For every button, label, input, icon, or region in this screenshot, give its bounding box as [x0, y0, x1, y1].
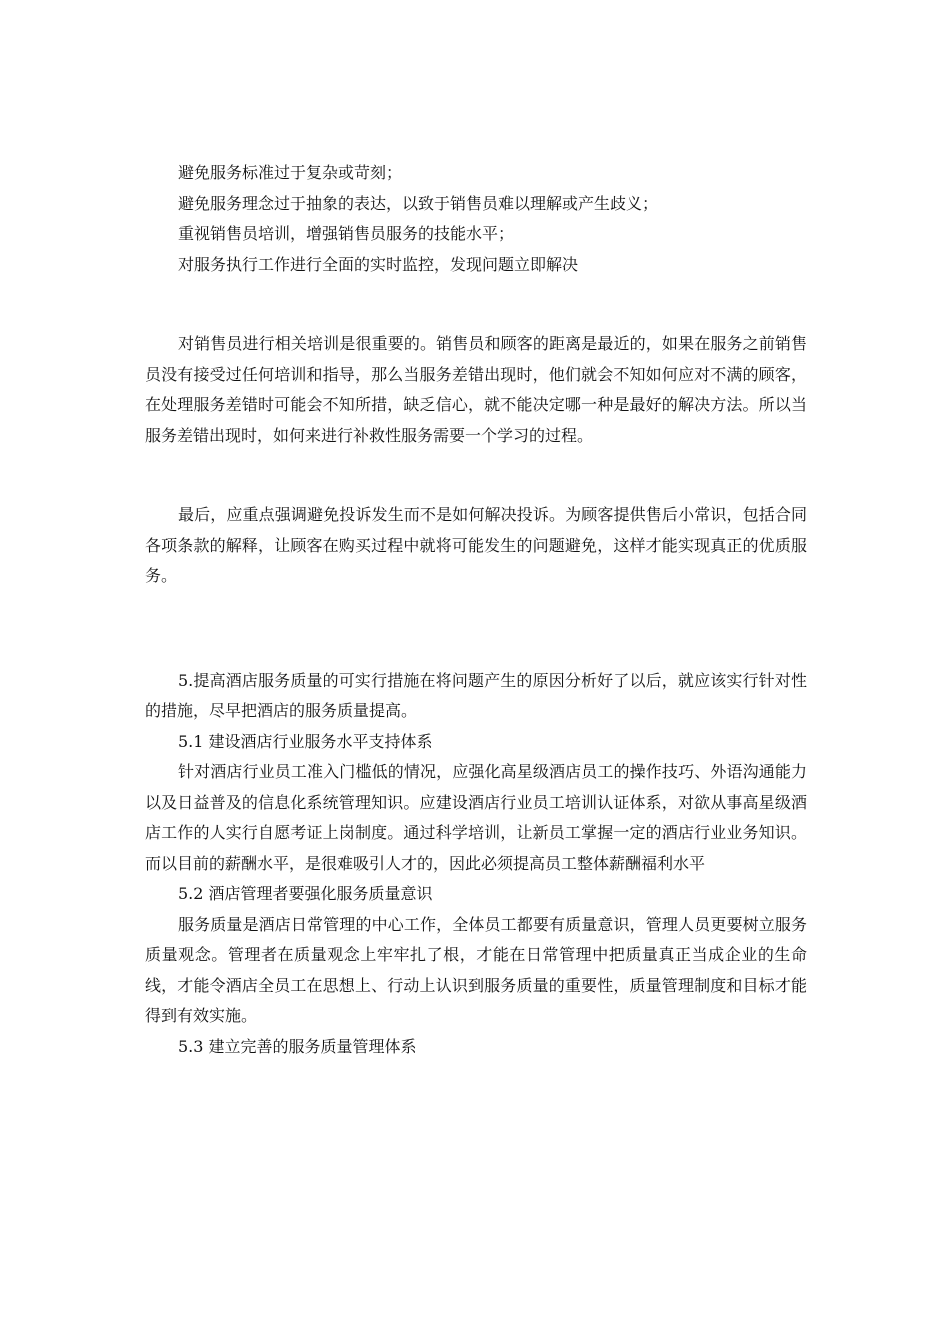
list-item: 对服务执行工作进行全面的实时监控，发现问题立即解决	[178, 254, 579, 274]
document-page	[145, 158, 807, 1062]
paragraph-complaints: 最后，应重点强调避免投诉发生而不是如何解决投诉。为顾客提供售后小常识，包括合同各项条款的解释，让顾客在购买过程中就将可能发生的问题避免，这样才能实现真正的优质服务。	[145, 505, 807, 585]
paragraph-5-1: 针对酒店行业员工准入门槛低的情况，应强化高星级酒店员工的操作技巧、外语沟通能力以及日益普及的信息化系统管理知识。应建设酒店行业员工培训认证体系，对欲从事高星级酒店工作的人实行自愿考证上岗制度。通过科学培训，让新员工掌握一定的酒店行业业务知识。而以目前的薪酬水平，是很难吸引人才的，因此必须提高员工整体薪酬福利水平	[145, 762, 807, 873]
spacer	[145, 451, 807, 500]
heading-5-3: 5.3 建立完善的服务质量管理体系	[178, 1036, 417, 1056]
list-item: 避免服务标准过于复杂或苛刻；	[178, 163, 403, 182]
paragraph-5-2: 服务质量是酒店日常管理的中心工作，全体员工都要有质量意识，管理人员更要树立服务质量观念。管理者在质量观念上牢牢扎了根，才能在日常管理中把质量真正当成企业的生命线，才能令酒店全员工在思想上、行动上认识到服务质量的重要性，质量管理制度和目标才能得到有效实施。	[145, 914, 807, 1025]
heading-5-1: 5.1 建设酒店行业服务水平支持体系	[178, 731, 433, 751]
list-item: 重视销售员培训，增强销售员服务的技能水平；	[178, 224, 515, 243]
spacer	[145, 592, 807, 666]
list-item: 避免服务理念过于抽象的表达，以致于销售员难以理解或产生歧义；	[178, 193, 659, 213]
paragraph-training: 对销售员进行相关培训是很重要的。销售员和顾客的距离是最近的，如果在服务之前销售员没有接受过任何培训和指导，那么当服务差错出现时，他们就会不知如何应对不满的顾客，在处理服务差错时可能会不知所措，缺乏信心，就不能决定哪一种是最好的解决方法。所以当服务差错出现时，如何来进行补救性服务需要一个学习的过程。	[145, 334, 807, 445]
paragraph-section-5: 5.提高酒店服务质量的可实行措施在将问题产生的原因分析好了以后，就应该实行针对性的措施，尽早把酒店的服务质量提高。	[145, 670, 807, 720]
heading-5-2: 5.2 酒店管理者要强化服务质量意识	[178, 884, 433, 903]
spacer	[145, 280, 807, 329]
